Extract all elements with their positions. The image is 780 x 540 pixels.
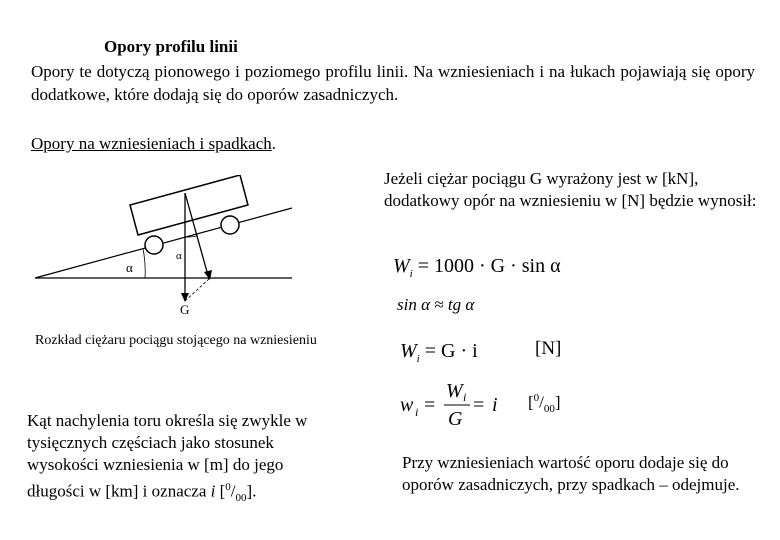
unit-sub: 00 [235, 492, 247, 505]
unit-permille [528, 392, 561, 415]
f3-num-sub: i [463, 390, 467, 404]
unit-sup: 0 [225, 481, 231, 493]
f3-rhs: i [492, 394, 498, 416]
formula-resistance-i [400, 340, 478, 365]
slope-definition-paragraph [27, 410, 339, 509]
f1-rhs: = 1000 · G · sin α [412, 255, 561, 277]
weight-G-label: G [180, 302, 190, 315]
section-heading-text: Opory na wzniesieniach i spadkach [31, 134, 272, 153]
f2-lhs-sub: i [416, 353, 420, 365]
u2-sup: 0 [533, 392, 540, 404]
f3-lhs: w [400, 394, 414, 416]
closing-paragraph: Przy wzniesieniach wartość oporu dodaje się do oporów zasadniczych, przy spadkach – odejmuje. [402, 453, 740, 494]
slope-angle-arc [143, 249, 145, 278]
f3-lhs-sub: i [415, 405, 419, 419]
diagram-caption: Rozkład ciężaru pociągu stojącego na wzniesieniu [35, 333, 317, 348]
alpha-slope-label: α [126, 260, 133, 275]
section-heading [31, 134, 276, 154]
u2-slash: / [539, 392, 544, 412]
u2-open: [ [528, 392, 534, 412]
wheel-right [221, 216, 239, 234]
formula-unit-resistance [398, 375, 508, 435]
sin-approximation: sin α ≈ tg α [397, 295, 475, 314]
f1-lhs: W [393, 255, 410, 277]
page-title: Opory profilu linii [104, 37, 238, 56]
f3-den: G [448, 408, 463, 430]
wheel-left [145, 236, 163, 254]
unit-open: [ [215, 481, 226, 501]
slope-definition-text: Kąt nachylenia toru określa się zwykle w tysięcznych częściach jako stosunek wysokości wzniesienia w [m] do jego długości w [km] i oznacza [27, 411, 308, 501]
right-intro-paragraph: Jeżeli ciężar pociągu G wyrażony jest w [kN], dodatkowy opór na wzniesieniu w [N] będzie wynosił: [384, 169, 757, 210]
f3-eq: = [424, 394, 436, 416]
section-heading-period: . [271, 134, 276, 153]
f2-rhs: = G · i [419, 340, 478, 362]
helper-line [185, 279, 209, 301]
u2-sub: 00 [543, 403, 555, 416]
formula-resistance-sin [393, 255, 561, 280]
unit-newton: [N] [535, 338, 562, 359]
intro-paragraph: Opory te dotyczą pionowego i poziomego profilu linii. Na wzniesieniach i na łukach pojawiają się opory dodatkowe, które dodają się do oporów zasadniczych. [31, 62, 755, 104]
slope-symbol: i [210, 481, 216, 501]
alpha-weight-label: α [176, 250, 182, 262]
u2-close: ] [554, 392, 561, 412]
unit-close: ]. [246, 481, 257, 501]
f3-eq2: = [473, 394, 485, 416]
f3-num: W [446, 380, 463, 402]
f1-lhs-sub: i [409, 268, 413, 280]
incline-diagram [30, 175, 300, 315]
unit-slash: / [230, 481, 236, 501]
f2-lhs: W [400, 340, 417, 362]
